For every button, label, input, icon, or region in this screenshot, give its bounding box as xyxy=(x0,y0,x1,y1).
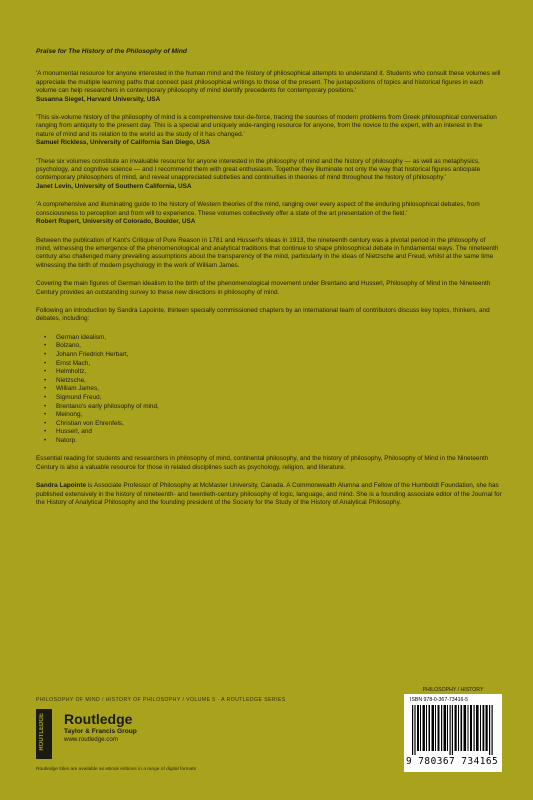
isbn-label: ISBN 978-0-367-73416-5 xyxy=(410,697,468,703)
description-paragraph: Following an introduction by Sandra Lapointe, thirteen specially commissioned chapters by an international team of contributors discuss key topics, thinkers, and debates, including: xyxy=(36,306,490,323)
list-item: • Meinong, xyxy=(56,411,502,420)
topic-list xyxy=(36,334,502,446)
list-item: • Bolzano, xyxy=(56,342,502,351)
quote-attribution: Samuel Rickless, University of California San Diego, USA xyxy=(36,139,211,147)
series-line: PHILOSOPHY OF MIND / HISTORY OF PHILOSOPHY / VOLUME 5 · A ROUTLEDGE SERIES xyxy=(36,697,286,703)
list-item: • Natorp. xyxy=(56,437,502,446)
list-item: • Husserl, and xyxy=(56,428,502,437)
praise-heading: Praise for The History of the Philosophy of Mind xyxy=(36,48,187,55)
quote-item xyxy=(36,158,502,192)
list-item: • Brentano's early philosophy of mind, xyxy=(56,403,502,412)
isbn-barcode xyxy=(404,694,502,772)
logo-text: ROUTLEDGE xyxy=(39,713,45,751)
list-item: • Sigmund Freud, xyxy=(56,394,502,403)
description-paragraph: Between the publication of Kant's Critique of Pure Reason in 1781 and Husserl's Ideas in 1913, the nineteenth century was a pivotal period in the philosophy of mind, witnessing the emergence of the phenomenological and analytical traditions that continue to shape philosophical debate in fundamental ways. The nineteenth century also challenged many prevailing assumptions about the transparency of the mind, particularly in the ideas of Nietzsche and Freud, whilst at the same time witnessing the birth of modern psychology in the work of William James. xyxy=(36,236,499,269)
quote-item xyxy=(36,201,502,226)
quote-text: 'These six volumes constitute an invaluable resource for anyone interested in the philosophy of mind and the history of philosophy — as well as metaphysics, psychology, and cognitive science — and I recommend them with great enthusiasm. Together they illuminate not only the way that historical figures anticipate contemporary philosophers of mind, and reveal unappreciated subtleties and continuities in theories of mind throughout the history of philosophy.' xyxy=(36,157,481,182)
back-cover-text xyxy=(36,48,502,518)
publisher-brand xyxy=(64,711,137,744)
quote-attribution: Susanna Siegel, Harvard University, USA xyxy=(36,95,161,103)
cover-footer xyxy=(36,687,502,777)
editor-name: Sandra Lapointe xyxy=(36,482,87,490)
quote-text: 'This six-volume history of the philosophy of mind is a comprehensive tour-de-force, tracing the sources of modern problems from Greek philosophical conversation ranging from antiquity to the present day. This is a special and uniquely wide-ranging resource for anyone, from the novice to the expert, with an interest in the nature of mind and its relation to the world as the study of it has changed.' xyxy=(36,114,497,138)
subject-label: PHILOSOPHY / HISTORY xyxy=(422,687,484,693)
list-item: • William James, xyxy=(56,385,502,394)
list-item: • Nietzsche, xyxy=(56,377,502,386)
quote-text: 'A comprehensive and illuminating guide to the history of Western theories of the mind, ranging over every aspect of the enduring philosophical debates, from consciousness to perception and from will to experience. These volumes collectively offer a state of the art presentation of the field.' xyxy=(36,201,480,217)
ebook-note: Routledge titles are available as eBook editions in a range of digital formats xyxy=(36,767,196,772)
quote-item xyxy=(36,114,502,148)
quote-text: 'A monumental resource for anyone interested in the human mind and the history of philosophical attempts to understand it. Students who consult these volumes will appreciate the multiple learning paths that connect past philosophical writings to those of the present. The juxtapositions of topics and historical figures in each volume can help researchers in contemporary philosophy of mind identify precedents for contemporary positions.' xyxy=(36,70,501,95)
description-paragraph: Covering the main figures of German idealism to the birth of the phenomenological movement under Brentano and Husserl, Philosophy of Mind in the Nineteenth Century provides an outstanding survey to these new directions in philosophy of mind. xyxy=(36,280,491,296)
publisher-logo xyxy=(36,709,52,759)
quote-attribution: Robert Rupert, University of Colorado, Boulder, USA xyxy=(36,218,196,226)
publisher-group: Taylor & Francis Group xyxy=(64,728,137,735)
list-item: • Helmholtz, xyxy=(56,368,502,377)
editor-bio-text: is Associate Professor of Philosophy at McMaster University, Canada. A Commonwealth Alumna and Fellow of the Humboldt Foundation, she has published extensively in the history of nineteenth- and twentieth-century philosophy of logic, language, and mind. She is a founding associate editor of the Journal for the History of Analytical Philosophy and the founding president of the Society for the Study of the History of Analytical Philosophy. xyxy=(36,482,502,507)
list-item: • Johann Friedrich Herbart, xyxy=(56,351,502,360)
quote-attribution: Janet Levin, University of Southern California, USA xyxy=(36,182,192,190)
list-item: • Christian von Ehrenfels, xyxy=(56,420,502,429)
praise-quotes xyxy=(36,70,502,226)
closing-paragraph: Essential reading for students and researchers in philosophy of mind, continental philosophy, and the history of philosophy, Philosophy of Mind in the Nineteenth Century is also a valuable resource for those in related disciplines such as psychology, religion, and literature. xyxy=(36,455,489,471)
editor-bio xyxy=(36,482,502,507)
list-item: • Ernst Mach, xyxy=(56,360,502,369)
publisher-url: www.routledge.com xyxy=(64,736,118,743)
isbn-number: 9 780367 734165 xyxy=(406,756,499,767)
publisher-name: Routledge xyxy=(64,711,133,727)
list-item: • German idealism, xyxy=(56,334,502,343)
barcode-icon xyxy=(412,705,494,755)
quote-item xyxy=(36,70,502,104)
